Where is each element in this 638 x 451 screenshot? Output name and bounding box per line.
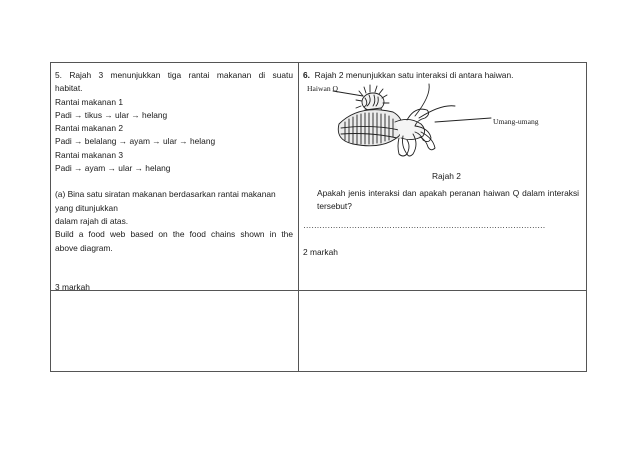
q6-answer-line: ………………………………………………………………………………: [303, 220, 546, 230]
q5-chain2-title: Rantai makanan 2: [55, 123, 123, 134]
q5-chain2: Padi → belalang → ayam → ular → helang: [55, 136, 216, 147]
figure-caption: Rajah 2: [432, 171, 461, 181]
q5-chain3-title: Rantai makanan 3: [55, 149, 123, 160]
question-6-cell: [303, 69, 583, 257]
q6-number: 6.: [303, 70, 310, 80]
q5-part-a-line1: (a) Bina satu siratan makanan berdasarkan rantai makanan: [55, 189, 276, 200]
q5-chain1: Padi → tikus → ular → helang: [55, 109, 168, 120]
q6-question: Apakah jenis interaksi dan apakah peranan haiwan Q dalam interaksi tersebut?: [317, 188, 579, 211]
q5-intro-line1: 5. Rajah 3 menunjukkan tiga rantai makanan di suatu: [55, 70, 293, 80]
q5-english-line1: Build a food web based on the food chains shown in the: [55, 229, 293, 240]
question-5-cell: [55, 69, 293, 294]
q5-marks: 3 markah: [55, 281, 90, 292]
worksheet-table: [50, 62, 587, 372]
q6-intro: [303, 69, 583, 82]
hermit-crab-figure: [303, 82, 583, 168]
figure-label-umang-umang: Umang-umang: [493, 117, 539, 126]
q5-intro-line2: habitat.: [55, 83, 83, 94]
q6-marks: 2 markah: [303, 247, 338, 257]
q5-chain1-title: Rantai makanan 1: [55, 96, 123, 107]
column-divider: [298, 63, 299, 371]
q5-english-line2: above diagram.: [55, 242, 113, 253]
q6-intro-text: Rajah 2 menunjukkan satu interaksi di antara haiwan.: [314, 70, 514, 80]
q5-part-a-line2: yang ditunjukkan: [55, 202, 118, 213]
q5-chain3: Padi → ayam → ular → helang: [55, 163, 171, 174]
figure-label-haiwan-q: Haiwan Q: [307, 84, 338, 93]
q5-part-a-line3: dalam rajah di atas.: [55, 215, 129, 226]
hermit-crab-illustration: [303, 82, 583, 168]
